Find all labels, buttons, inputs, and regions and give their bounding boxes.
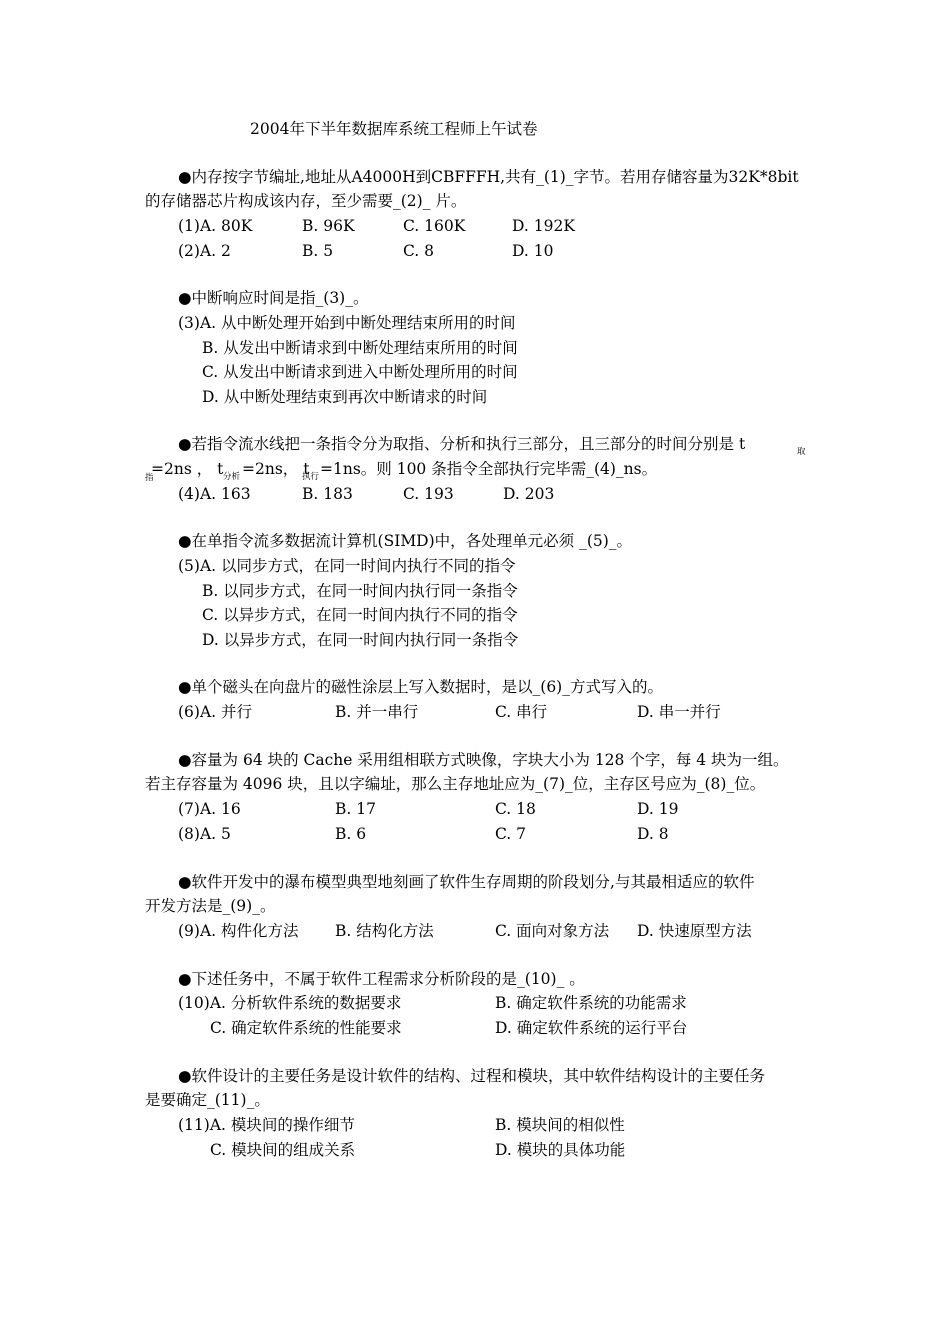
option-11-b: B. 模块间的相似性 <box>495 1116 625 1134</box>
option-11-a: (11)A. 模块间的操作细节 <box>178 1116 355 1134</box>
option-10-d: D. 确定软件系统的运行平台 <box>495 1019 688 1037</box>
option-8-a: (8)A. 5 <box>178 825 231 843</box>
option-1-c: C. 160K <box>403 217 466 235</box>
question-11-stem: ●软件设计的主要任务是设计软件的结构、过程和模块，其中软件结构设计的主要任务 <box>178 1067 766 1085</box>
question-6-stem: ●单个磁头在向盘片的磁性涂层上写入数据时，是以_(6)_方式写入的。 <box>178 678 663 696</box>
option-6-b: B. 并一串行 <box>335 703 419 721</box>
question-3-stem: ●中断响应时间是指_(3)_。 <box>178 289 369 307</box>
option-4-c: C. 193 <box>403 485 454 503</box>
option-5-c: C. 以异步方式，在同一时间内执行不同的指令 <box>202 606 518 624</box>
option-10-b: B. 确定软件系统的功能需求 <box>495 994 687 1012</box>
option-3-a: (3)A. 从中断处理开始到中断处理结束所用的时间 <box>178 314 516 332</box>
option-4-b: B. 183 <box>302 485 353 503</box>
option-3-d: D. 从中断处理结束到再次中断请求的时间 <box>202 388 488 406</box>
page-title: 2004年下半年数据库系统工程师上午试卷 <box>250 120 538 138</box>
question-11-stem-cont: 是要确定_(11)_。 <box>145 1091 270 1109</box>
option-1-b: B. 96K <box>302 217 355 235</box>
question-9-stem: ●软件开发中的瀑布模型典型地刻画了软件生存周期的阶段划分,与其最相适应的软件 <box>178 873 755 891</box>
option-11-c: C. 模块间的组成关系 <box>210 1141 356 1159</box>
question-4-stem-cont-b: =2ns， t <box>242 460 310 478</box>
subscript-fenxi: 分析 <box>223 472 241 482</box>
option-9-c: C. 面向对象方法 <box>495 922 610 940</box>
option-9-d: D. 快速原型方法 <box>637 922 752 940</box>
subscript-qu: 取 <box>797 447 806 457</box>
option-7-b: B. 17 <box>335 800 376 818</box>
question-4-stem-cont-c: =1ns。则 100 条指令全部执行完毕需_(4)_ns。 <box>320 460 658 478</box>
option-11-d: D. 模块的具体功能 <box>495 1141 626 1159</box>
option-1-d: D. 192K <box>512 217 575 235</box>
option-7-d: D. 19 <box>637 800 679 818</box>
option-5-b: B. 以同步方式，在同一时间内执行同一条指令 <box>202 582 518 600</box>
subscript-zhixing: 执行 <box>302 472 320 482</box>
option-8-c: C. 7 <box>495 825 527 843</box>
option-8-d: D. 8 <box>637 825 669 843</box>
option-4-a: (4)A. 163 <box>178 485 251 503</box>
option-3-b: B. 从发出中断请求到中断处理结束所用的时间 <box>202 339 518 357</box>
question-1-stem: ●内存按字节编址,地址从A4000H到CBFFFH,共有_(1)_字节。若用存储容量为32K*8bit <box>178 168 799 186</box>
option-7-a: (7)A. 16 <box>178 800 241 818</box>
option-2-b: B. 5 <box>302 242 334 260</box>
option-3-c: C. 从发出中断请求到进入中断处理所用的时间 <box>202 363 518 381</box>
option-1-a: (1)A. 80K <box>178 217 253 235</box>
option-2-d: D. 10 <box>512 242 554 260</box>
option-9-b: B. 结构化方法 <box>335 922 434 940</box>
subscript-zhi: 指 <box>145 473 154 483</box>
question-7-stem-cont: 若主存容量为 4096 块，且以字编址，那么主存地址应为_(7)_位，主存区号应为_(8)_位。 <box>145 775 766 793</box>
option-6-c: C. 串行 <box>495 703 548 721</box>
question-7-stem: ●容量为 64 块的 Cache 采用组相联方式映像，字块大小为 128 个字，每 4 块为一组。 <box>178 751 789 769</box>
option-7-c: C. 18 <box>495 800 536 818</box>
option-10-a: (10)A. 分析软件系统的数据要求 <box>178 994 402 1012</box>
question-4-stem-cont-a: =2ns ， t <box>151 460 224 478</box>
option-8-b: B. 6 <box>335 825 367 843</box>
question-4-stem: ●若指令流水线把一条指令分为取指、分析和执行三部分，且三部分的时间分别是 t <box>178 435 746 453</box>
question-5-stem: ●在单指令流多数据流计算机(SIMD)中，各处理单元必须 _(5)_。 <box>178 532 633 550</box>
option-2-a: (2)A. 2 <box>178 242 231 260</box>
option-6-a: (6)A. 并行 <box>178 703 253 721</box>
option-2-c: C. 8 <box>403 242 435 260</box>
question-1-stem-cont: 的存储器芯片构成该内存，至少需要_(2)_ 片。 <box>145 192 467 210</box>
option-4-d: D. 203 <box>503 485 555 503</box>
option-5-a: (5)A. 以同步方式，在同一时间内执行不同的指令 <box>178 557 516 575</box>
option-10-c: C. 确定软件系统的性能要求 <box>210 1019 402 1037</box>
question-9-stem-cont: 开发方法是_(9)_。 <box>145 897 276 915</box>
option-9-a: (9)A. 构件化方法 <box>178 922 299 940</box>
option-5-d: D. 以异步方式，在同一时间内执行同一条指令 <box>202 631 519 649</box>
question-10-stem: ●下述任务中，不属于软件工程需求分析阶段的是_(10)_ 。 <box>178 970 585 988</box>
option-6-d: D. 串一并行 <box>637 703 721 721</box>
